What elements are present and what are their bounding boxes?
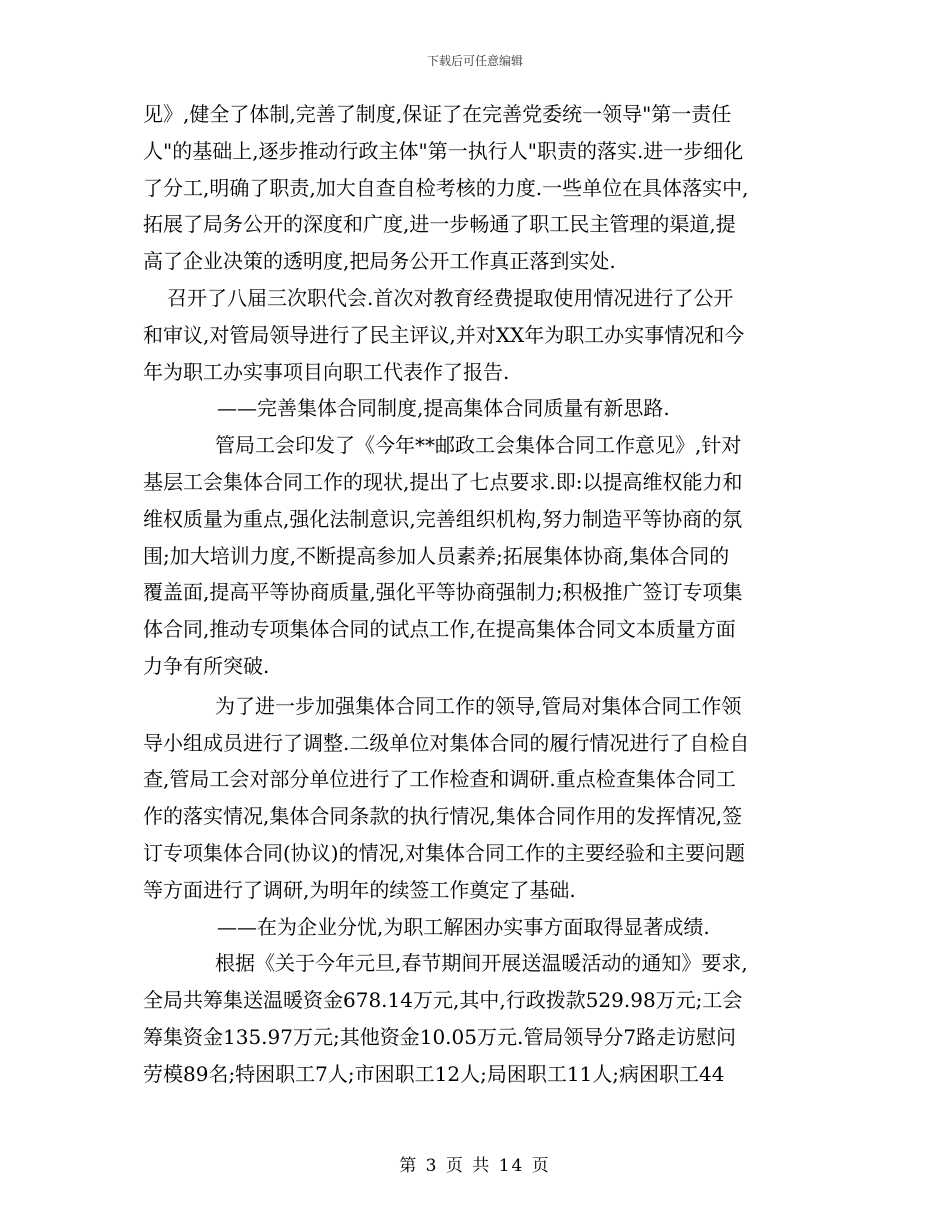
text-line: 劳模89名;特困职工7人;市困职工12人;局困职工11人;病困职工44: [143, 1061, 725, 1086]
section-heading: ——完善集体合同制度,提高集体合同质量有新思路.: [217, 396, 670, 421]
text-line: 年为职工办实事项目向职工代表作了报告.: [143, 359, 510, 384]
text-line: 高了企业决策的透明度,把局务公开工作真正落到实处.: [143, 249, 616, 274]
text-line: 筹集资金135.97万元;其他资金10.05万元.管局领导分7路走访慰问: [143, 1024, 737, 1049]
section-heading: ——在为企业分忧,为职工解困办实事方面取得显著成绩.: [217, 914, 710, 939]
text-line: 订专项集体合同(协议)的情况,对集体合同工作的主要经验和主要问题: [143, 840, 745, 865]
text-line: 见》,健全了体制,完善了制度,保证了在完善党委统一领导"第一责任: [143, 102, 732, 126]
paragraph-first-line: 为了进一步加强集体合同工作的领导,管局对集体合同工作领: [215, 693, 742, 718]
text-line: 围;加大培训力度,不断提高参加人员素养;拓展集体协商,集体合同的: [143, 543, 730, 568]
page-number: 第 3 页 共 14 页: [399, 1156, 551, 1176]
text-line: 等方面进行了调研,为明年的续签工作奠定了基础.: [143, 877, 576, 902]
document-body: [143, 96, 823, 1093]
text-line: 和审议,对管局领导进行了民主评议,并对XX年为职工办实事情况和今: [143, 322, 745, 347]
text-line: 体合同,推动专项集体合同的试点工作,在提高集体合同文本质量方面: [143, 617, 736, 642]
paragraph-first-line: 召开了八届三次职代会.首次对教育经费提取使用情况进行了公开: [167, 285, 734, 310]
text-line: 查,管局工会对部分单位进行了工作检查和调研.重点检查集体合同工: [143, 767, 736, 792]
text-line: 全局共筹集送温暖资金678.14万元,其中,行政拨款529.98万元;工会: [143, 988, 743, 1013]
text-line: 基层工会集体合同工作的现状,提出了七点要求.即:以提高维权能力和: [143, 469, 743, 494]
text-line: 导小组成员进行了调整.二级单位对集体合同的履行情况进行了自检自: [143, 730, 750, 755]
text-line: 力争有所突破.: [143, 653, 270, 678]
page-header-note: 下载后可任意编辑: [426, 54, 523, 68]
text-line: 人"的基础上,逐步推动行政主体"第一执行人"职责的落实.进一步细化: [143, 138, 744, 163]
paragraph-first-line: 根据《关于今年元旦,春节期间开展送温暖活动的通知》要求,: [215, 951, 748, 976]
paragraph-first-line: 管局工会印发了《今年**邮政工会集体合同工作意见》,针对: [215, 433, 742, 458]
text-line: 覆盖面,提高平等协商质量,强化平等协商强制力;积极推广签订专项集: [143, 580, 743, 605]
text-line: 拓展了局务公开的深度和广度,进一步畅通了职工民主管理的渠道,提: [143, 212, 736, 237]
text-line: 维权质量为重点,强化法制意识,完善组织机构,努力制造平等协商的氛: [143, 506, 743, 531]
text-line: 作的落实情况,集体合同条款的执行情况,集体合同作用的发挥情况,签: [143, 804, 743, 829]
text-line: 了分工,明确了职责,加大自查自检考核的力度.一些单位在具体落实中,: [143, 175, 749, 200]
